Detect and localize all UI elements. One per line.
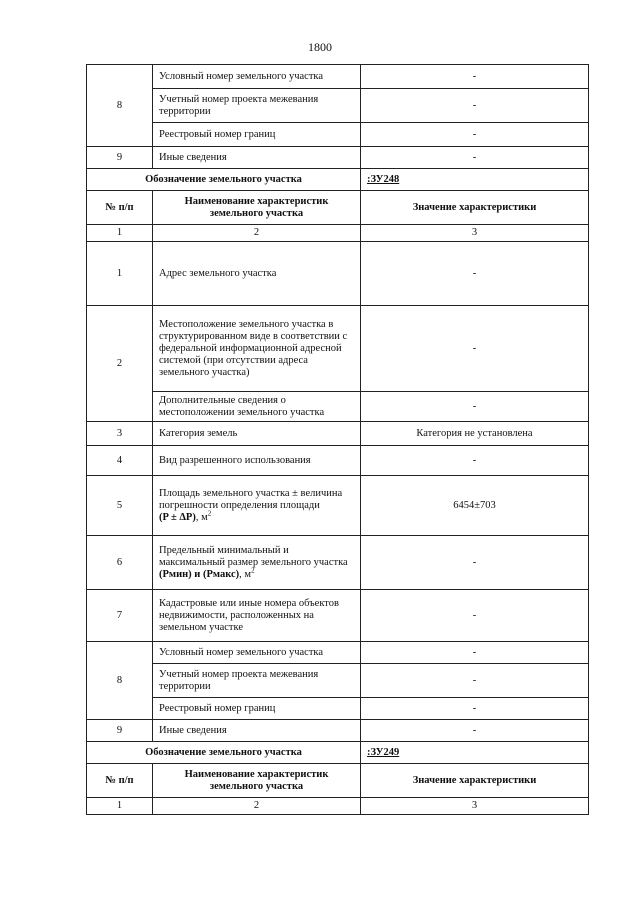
table-row [87, 536, 589, 590]
table-row [87, 446, 589, 476]
characteristic-value: - [361, 720, 589, 742]
table-row [87, 89, 589, 123]
table-row [87, 664, 589, 698]
characteristic-name: Кадастровые или иные номера объектов недвижимости, расположенных на земельном участке [153, 590, 361, 642]
row-number: 3 [87, 422, 153, 446]
header-name: Наименование характеристик земельного участка [153, 191, 361, 225]
characteristic-value: - [361, 642, 589, 664]
characteristic-name [153, 476, 361, 536]
table-row [87, 147, 589, 169]
characteristic-name: Условный номер земельного участка [153, 642, 361, 664]
row-number: 5 [87, 476, 153, 536]
row-number: 6 [87, 536, 153, 590]
characteristic-value: - [361, 446, 589, 476]
zone-id: :ЗУ249 [361, 742, 589, 764]
characteristic-name-text: Предельный минимальный и максимальный размер земельного участка [159, 544, 348, 568]
characteristic-name: Адрес земельного участка [153, 242, 361, 306]
characteristic-value: 6454±703 [361, 476, 589, 536]
table-row [87, 720, 589, 742]
header-num: № п/п [87, 191, 153, 225]
row-number: 8 [87, 642, 153, 720]
page-number: 1800 [308, 40, 332, 54]
characteristic-name: Иные сведения [153, 720, 361, 742]
zone-id: :ЗУ248 [361, 169, 589, 191]
zone-row [87, 169, 589, 191]
header-name: Наименование характеристик земельного участка [153, 764, 361, 798]
characteristic-name: Иные сведения [153, 147, 361, 169]
characteristic-value: - [361, 306, 589, 392]
characteristic-value: - [361, 698, 589, 720]
row-number: 8 [87, 65, 153, 147]
row-number: 2 [87, 306, 153, 422]
table-row [87, 590, 589, 642]
unit-exponent: 2 [207, 509, 212, 517]
unit: , м [239, 568, 252, 580]
header-row [87, 764, 589, 798]
header-value: Значение характеристики [361, 191, 589, 225]
row-number: 9 [87, 147, 153, 169]
characteristic-value: - [361, 242, 589, 306]
zone-label: Обозначение земельного участка [87, 169, 361, 191]
zone-label: Обозначение земельного участка [87, 742, 361, 764]
characteristic-value: - [361, 664, 589, 698]
column-number: 3 [361, 798, 589, 815]
table-row [87, 65, 589, 89]
row-number: 7 [87, 590, 153, 642]
column-number: 2 [153, 798, 361, 815]
characteristic-value: - [361, 536, 589, 590]
row-number: 1 [87, 242, 153, 306]
table-row [87, 422, 589, 446]
characteristic-name: Реестровый номер границ [153, 123, 361, 147]
unit-exponent: 2 [251, 566, 255, 574]
characteristic-name: Дополнительные сведения о местоположении земельного участка [153, 392, 361, 422]
characteristic-name: Условный номер земельного участка [153, 65, 361, 89]
column-numbers-row [87, 798, 589, 815]
header-num: № п/п [87, 764, 153, 798]
zone-row [87, 742, 589, 764]
characteristic-value: - [361, 65, 589, 89]
formula: (Pмин) и (Pмакс) [159, 568, 240, 580]
characteristic-value: - [361, 123, 589, 147]
column-number: 3 [361, 225, 589, 242]
characteristic-name: Учетный номер проекта межевания территории [153, 89, 361, 123]
characteristic-name: Местоположение земельного участка в структурированном виде в соответствии с федеральной информационной адресной системой (при отсутствии адреса земельного участка) [153, 306, 361, 392]
characteristic-name: Учетный номер проекта межевания территории [153, 664, 361, 698]
formula: (P ± ΔP) [159, 511, 196, 523]
table-row [87, 642, 589, 664]
characteristic-name-text: Площадь земельного участка ± величина погрешности определения площади [159, 487, 343, 511]
land-plot-table [86, 64, 589, 815]
characteristic-name [153, 536, 361, 590]
row-number: 4 [87, 446, 153, 476]
column-number: 1 [87, 225, 153, 242]
table-row [87, 698, 589, 720]
column-numbers-row [87, 225, 589, 242]
characteristic-name: Категория земель [153, 422, 361, 446]
characteristic-value: - [361, 392, 589, 422]
header-value: Значение характеристики [361, 764, 589, 798]
characteristic-value: - [361, 89, 589, 123]
characteristic-name: Вид разрешенного использования [153, 446, 361, 476]
unit: , м [195, 511, 208, 523]
table-row [87, 392, 589, 422]
characteristic-value: - [361, 147, 589, 169]
characteristic-value: Категория не установлена [361, 422, 589, 446]
column-number: 2 [153, 225, 361, 242]
table-row [87, 306, 589, 392]
table-row [87, 242, 589, 306]
column-number: 1 [87, 798, 153, 815]
row-number: 9 [87, 720, 153, 742]
header-row [87, 191, 589, 225]
table-row [87, 476, 589, 536]
characteristic-name: Реестровый номер границ [153, 698, 361, 720]
table-row [87, 123, 589, 147]
characteristic-value: - [361, 590, 589, 642]
